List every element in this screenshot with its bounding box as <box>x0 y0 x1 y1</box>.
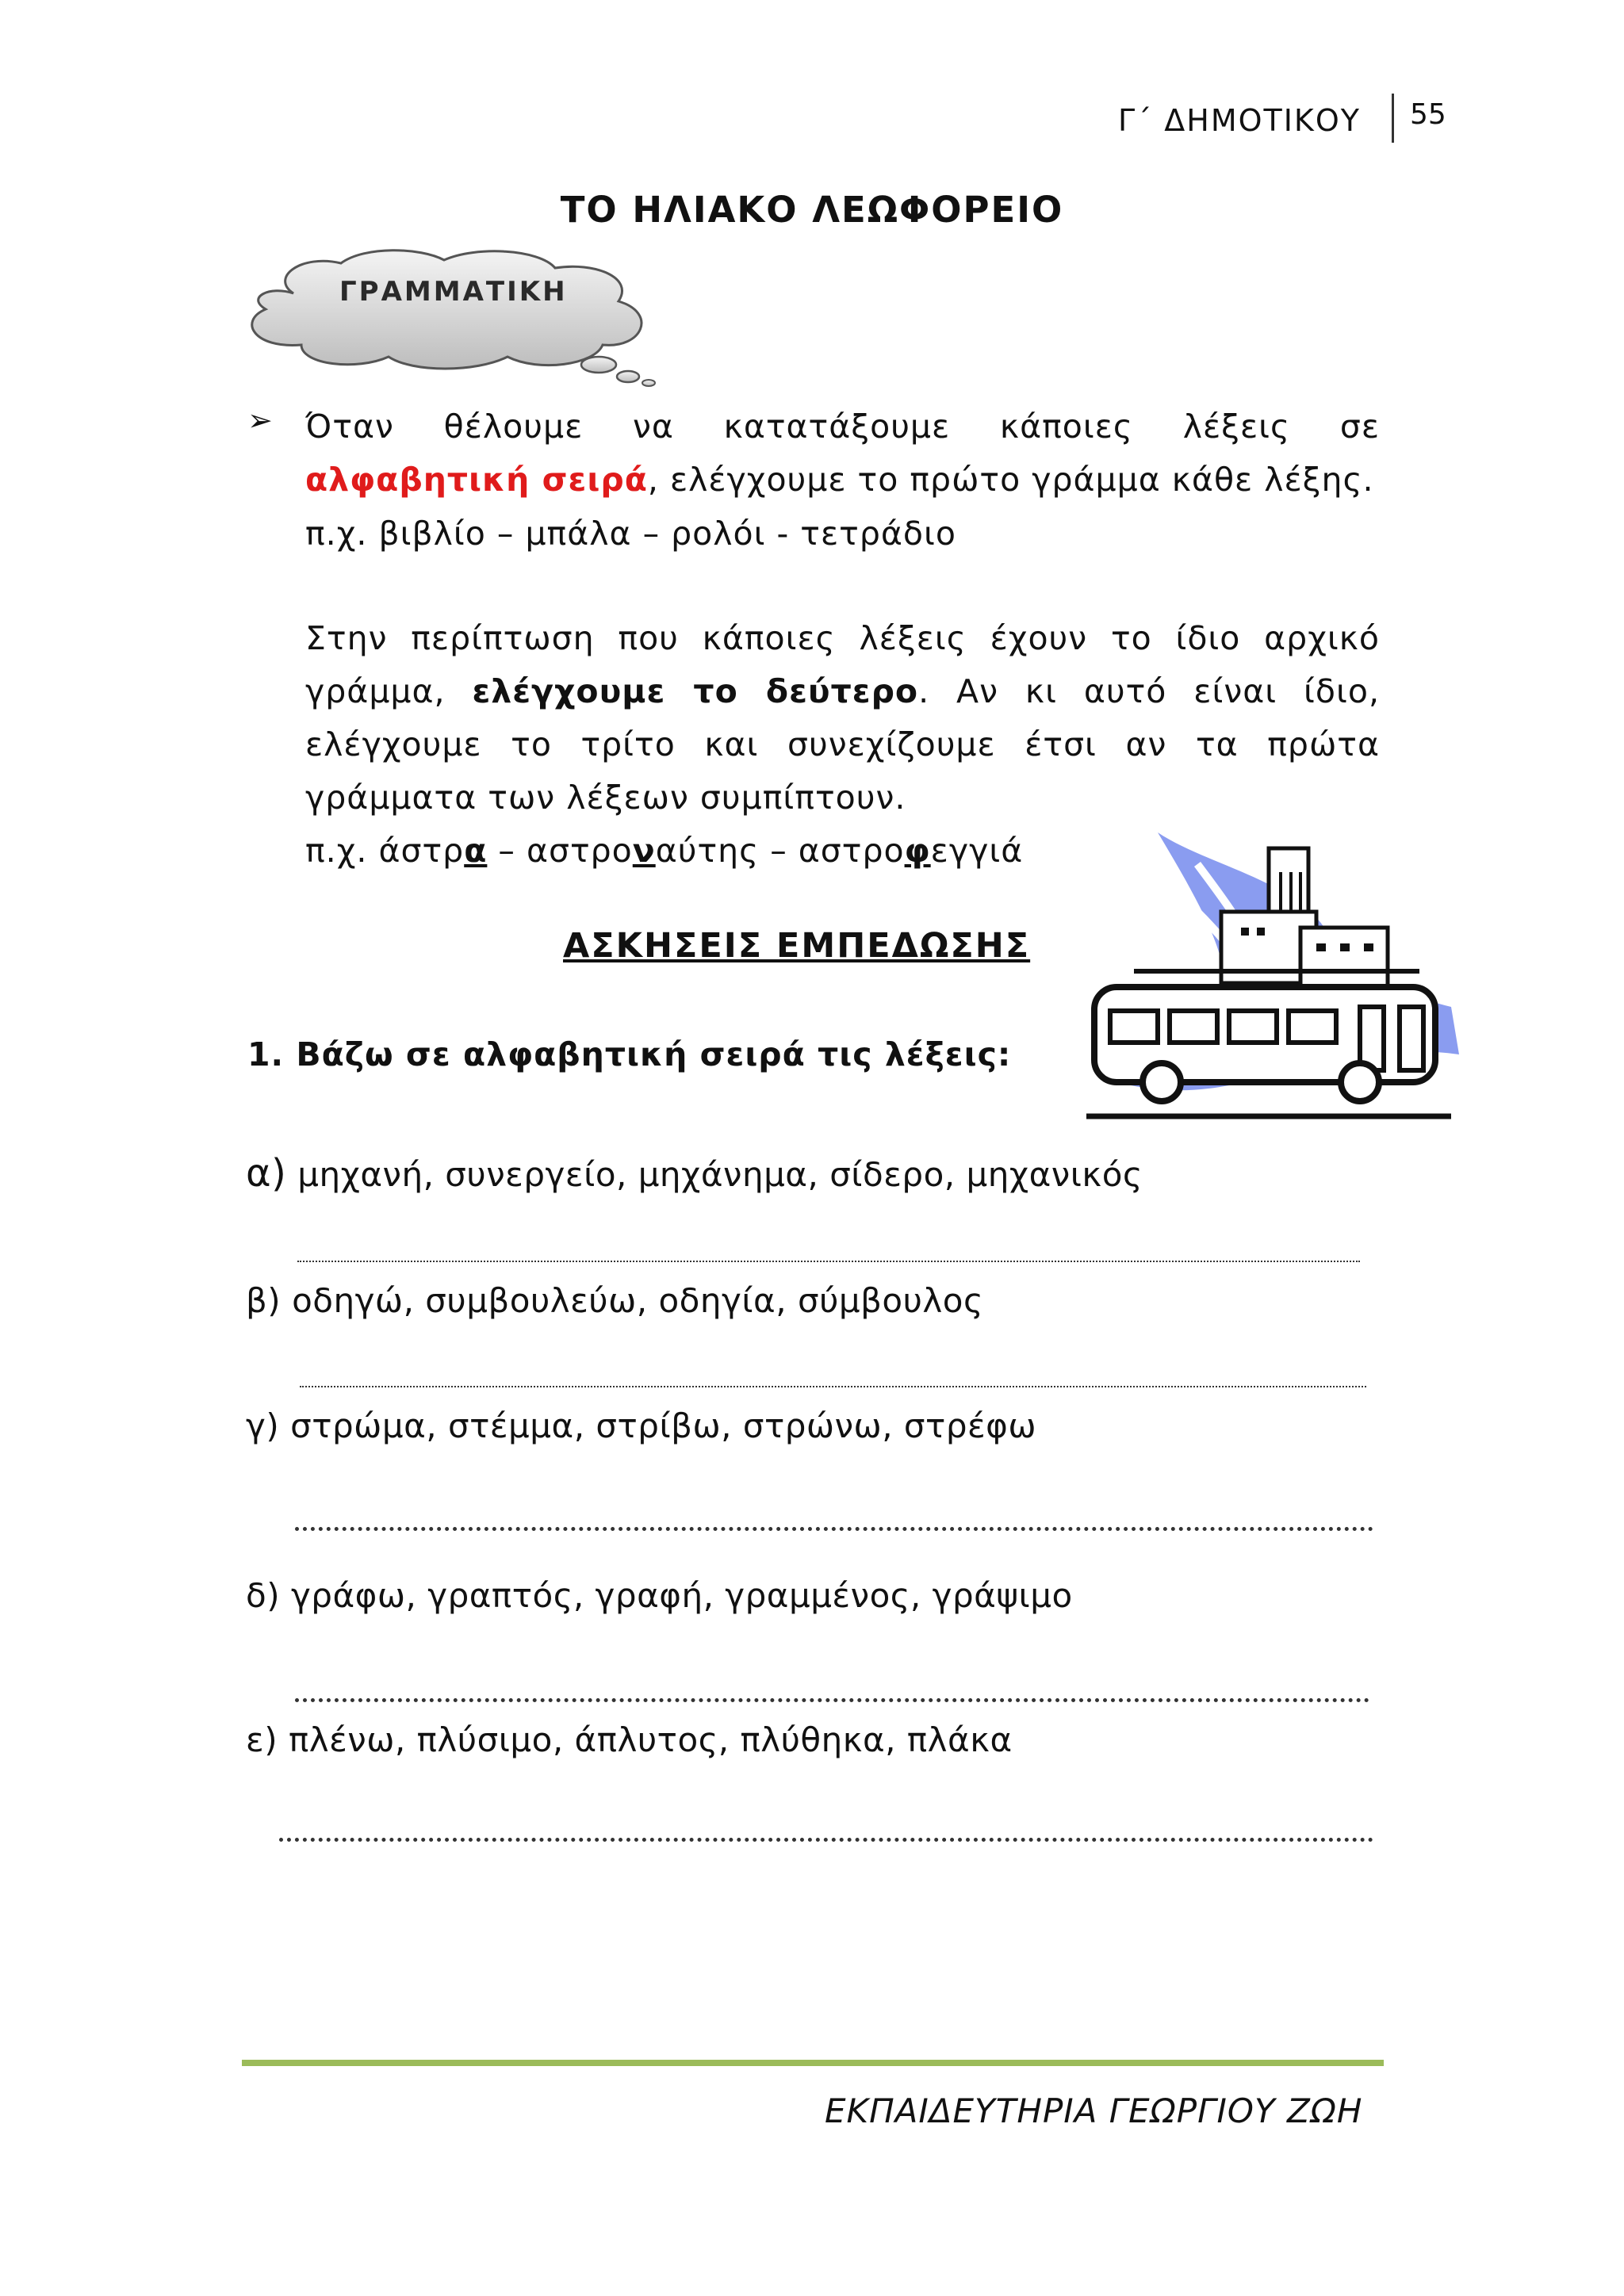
page-title: ΤΟ ΗΛΙΑΚΟ ΛΕΩΦΟΡΕΙΟ <box>560 189 1064 231</box>
answer-line-e[interactable] <box>279 1838 1373 1842</box>
exercise-item-b: β) οδηγώ, συμβουλεύω, οδηγία, σύμβουλος <box>246 1281 984 1320</box>
cloud-label: ΓΡΑΜΜΑΤΙΚΗ <box>339 276 568 308</box>
question-1: 1. Βάζω σε αλφαβητική σειρά τις λέξεις: <box>247 1035 1012 1073</box>
rule-second: Στην περίπτωση που κάποιες λέξεις έχουν το ίδιο αρχικό γράμμα, ελέγχουμε το δεύτερο. Αν κι αυτό είναι ίδιο, ελέγχουμε το τρίτο και συνεχίζουμε έτσι αν τα πρώτα γράμματα των λέξεων συμπίπτουν. π.χ. άστρα – αστροναύτης – αστροφεγγιά <box>305 619 1381 870</box>
rule-intro: Όταν θέλουμε να κατατάξουμε κάποιες λέξεις σε αλφαβητική σειρά, ελέγχουμε το πρώτο γράμμα κάθε λέξης. <box>305 408 1380 499</box>
exercise-item-c: γ) στρώμα, στέμμα, στρίβω, στρώνω, στρέφω <box>246 1406 1037 1445</box>
answer-line-a[interactable] <box>297 1261 1360 1262</box>
answer-line-c[interactable] <box>295 1527 1373 1531</box>
exercise-item-d: δ) γράφω, γραπτός, γραφή, γραμμένος, γράψιμο <box>246 1576 1073 1615</box>
answer-line-d[interactable] <box>295 1698 1369 1702</box>
page-number: 55 <box>1410 98 1446 131</box>
exercise-item-e: ε) πλένω, πλύσιμο, άπλυτος, πλύθηκα, πλάκα <box>246 1720 1013 1759</box>
rule-example-1: π.χ. βιβλίο – μπάλα – ρολόι - τετράδιο <box>305 515 956 553</box>
footer-rule <box>242 2060 1384 2066</box>
exercises-title: ΑΣΚΗΣΕΙΣ ΕΜΠΕΔΩΣΗΣ <box>563 926 1031 966</box>
header-label: Γ΄ ΔΗΜΟΤΙΚΟΥ <box>1118 103 1361 138</box>
bus-illustration <box>1086 817 1459 1150</box>
bullet-arrow-icon: ➢ <box>247 403 273 438</box>
answer-line-b[interactable] <box>300 1386 1366 1387</box>
header-separator <box>1392 94 1394 143</box>
cloud-shape <box>238 246 682 388</box>
exercise-item-a: α) μηχανή, συνεργείο, μηχάνημα, σίδερο, μηχανικός <box>246 1151 1143 1196</box>
footer-text: ΕΚΠΑΙΔΕΥΤΗΡΙΑ ΓΕΩΡΓΙΟΥ ΖΩΗ <box>825 2091 1363 2130</box>
